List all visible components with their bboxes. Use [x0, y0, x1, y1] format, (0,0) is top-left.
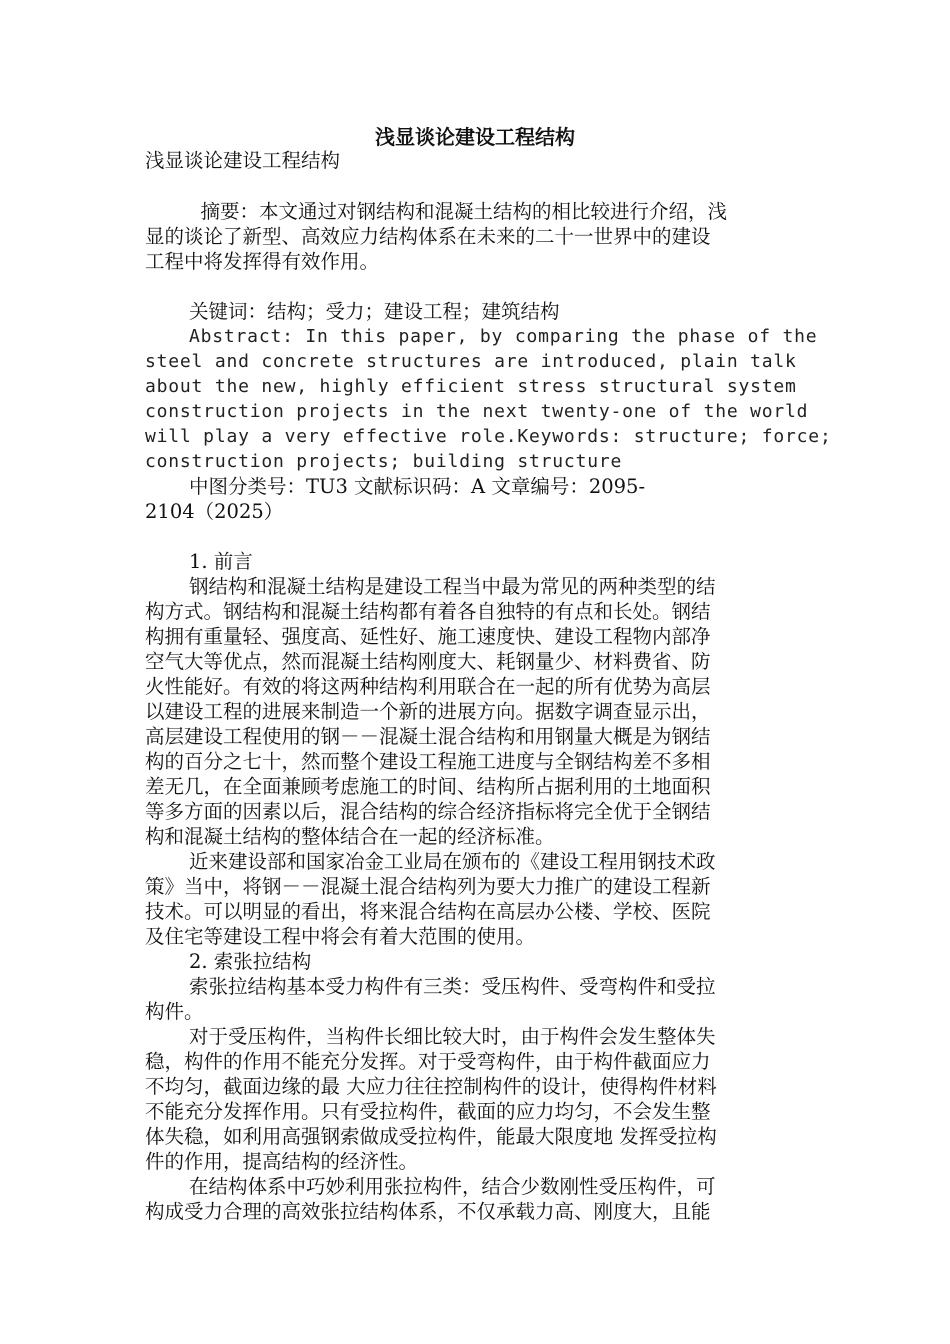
abstract-en-line: Abstract: In this paper, by comparing the phase of the — [189, 326, 818, 347]
abstract-en-line: steel and concrete structures are introduced, plain talk — [145, 351, 797, 372]
paragraph-line: 件的作用，提高结构的经济性。 — [145, 1150, 419, 1173]
paragraph-line: 等多方面的因素以后，混合结构的综合经济指标将完全优于全钢结 — [145, 800, 711, 823]
document-subtitle: 浅显谈论建设工程结构 — [145, 149, 341, 172]
paragraph-line: 构和混凝土结构的整体结合在一起的经济标准。 — [145, 825, 555, 848]
keywords-cn: 关键词：结构；受力；建设工程；建筑结构 — [189, 300, 560, 323]
paragraph-line: 火性能好。有效的将这两种结构利用联合在一起的所有优势为高层 — [145, 675, 711, 698]
paragraph-line: 稳，构件的作用不能充分发挥。对于受弯构件，由于构件截面应力 — [145, 1050, 711, 1073]
classification-line: 2104（2025） — [145, 500, 284, 523]
section-heading: 1. 前言 — [189, 550, 253, 573]
paragraph-line: 对于受压构件，当构件长细比较大时，由于构件会发生整体失 — [189, 1025, 716, 1048]
paragraph-line: 索张拉结构基本受力构件有三类：受压构件、受弯构件和受拉 — [189, 975, 716, 998]
paragraph-line: 策》当中，将钢－－混凝土混合结构列为要大力推广的建设工程新 — [145, 875, 711, 898]
abstract-en-line: construction projects in the next twenty-one of the world — [145, 401, 809, 422]
paragraph-line: 以建设工程的进展来制造一个新的进展方向。据数字调查显示出， — [145, 700, 711, 723]
paragraph-line: 及住宅等建设工程中将会有着大范围的使用。 — [145, 925, 536, 948]
paragraph-line: 构成受力合理的高效张拉结构体系，不仅承载力高、刚度大，且能 — [145, 1200, 711, 1223]
paragraph-line: 构方式。钢结构和混凝土结构都有着各自独特的有点和长处。钢结 — [145, 600, 711, 623]
paragraph-line: 近来建设部和国家冶金工业局在颁布的《建设工程用钢技术政 — [189, 850, 716, 873]
paragraph-line: 在结构体系中巧妙利用张拉构件，结合少数刚性受压构件，可 — [189, 1175, 716, 1198]
document-title: 浅显谈论建设工程结构 — [375, 125, 575, 149]
abstract-en-line: about the new, highly efficient stress structural system — [145, 376, 797, 397]
paragraph-line: 空气大等优点，然而混凝土结构刚度大、耗钢量少、材料费省、防 — [145, 650, 711, 673]
section-heading: 2. 索张拉结构 — [189, 950, 312, 973]
classification-line: 中图分类号：TU3 文献标识码：A 文章编号：2095- — [189, 475, 646, 498]
paragraph-line: 不能充分发挥作用。只有受拉构件，截面的应力均匀，不会发生整 — [145, 1100, 711, 1123]
paragraph-line: 构拥有重量轻、强度高、延性好、施工速度快、建设工程物内部净 — [145, 625, 711, 648]
paragraph-line: 差无几，在全面兼顾考虑施工的时间、结构所占据利用的土地面积 — [145, 775, 711, 798]
abstract-en-line: will play a very effective role.Keywords: structure; force; — [145, 426, 832, 447]
abstract-en-line: construction projects; building structure — [145, 451, 623, 472]
abstract-cn-line: 工程中将发挥得有效作用。 — [145, 250, 380, 273]
paragraph-line: 技术。可以明显的看出，将来混合结构在高层办公楼、学校、医院 — [145, 900, 711, 923]
paragraph-line: 构件。 — [145, 1000, 204, 1023]
paragraph-line: 钢结构和混凝土结构是建设工程当中最为常见的两种类型的结 — [189, 575, 716, 598]
paragraph-line: 高层建设工程使用的钢－－混凝土混合结构和用钢量大概是为钢结 — [145, 725, 711, 748]
paragraph-line: 体失稳，如利用高强钢索做成受拉构件，能最大限度地 发挥受拉构 — [145, 1125, 717, 1148]
paragraph-line: 构的百分之七十，然而整个建设工程施工进度与全钢结构差不多相 — [145, 750, 711, 773]
abstract-cn-line: 显的谈论了新型、高效应力结构体系在未来的二十一世界中的建设 — [145, 225, 711, 248]
abstract-cn-line: 摘要：本文通过对钢结构和混凝土结构的相比较进行介绍，浅 — [181, 200, 728, 223]
paragraph-line: 不均匀，截面边缘的最 大应力往往控制构件的设计，使得构件材料 — [145, 1075, 717, 1098]
